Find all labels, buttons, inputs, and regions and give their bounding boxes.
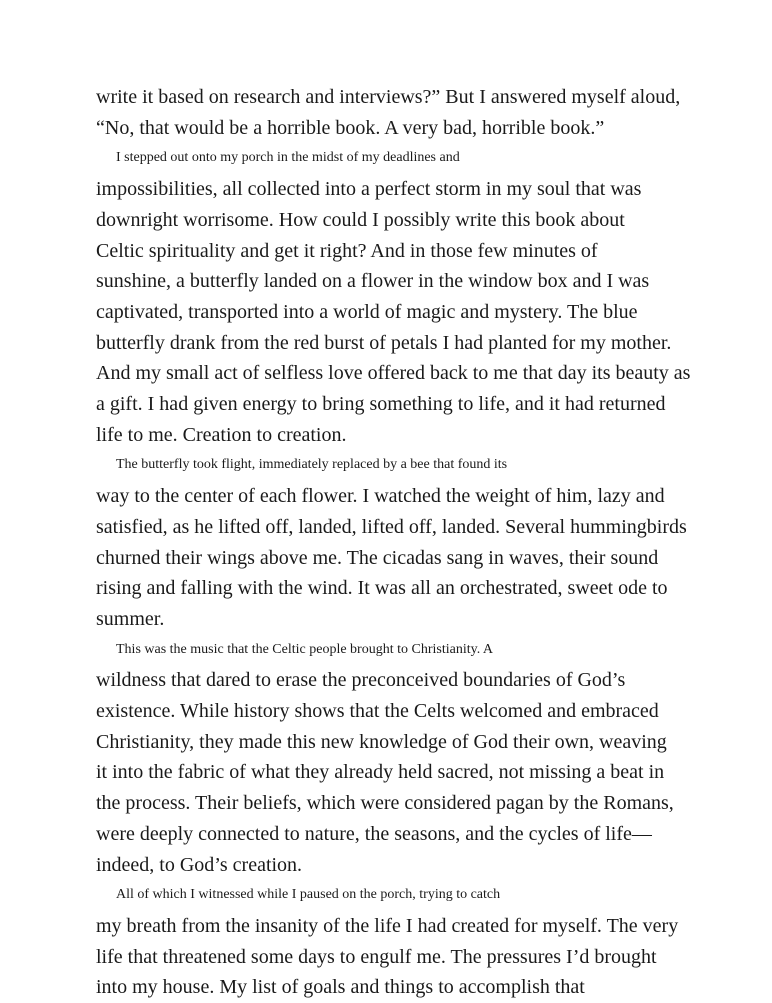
text-line: my breath from the insanity of the life I had created for myself. The very <box>96 914 679 937</box>
text-line: rising and falling with the wind. It was all an orchestrated, sweet ode to <box>96 577 668 600</box>
text-line: way to the center of each flower. I watched the weight of him, lazy and <box>96 485 665 508</box>
paragraph-first-line: I stepped out onto my porch in the midst of my deadlines and <box>116 150 460 166</box>
text-line: wildness that dared to erase the preconceived boundaries of God’s <box>96 669 626 692</box>
text-line: the process. Their beliefs, which were considered pagan by the Romans, <box>96 792 674 815</box>
text-line: a gift. I had given energy to bring something to life, and it had returned <box>96 393 666 416</box>
paragraph-first-line: This was the music that the Celtic people brought to Christianity. A <box>116 641 494 657</box>
text-line: satisfied, as he lifted off, landed, lifted off, landed. Several hummingbirds <box>96 515 687 538</box>
text-line: sunshine, a butterfly landed on a flower in the window box and I was <box>96 270 650 293</box>
text-line: Celtic spirituality and get it right? And in those few minutes of <box>96 239 598 262</box>
text-line: impossibilities, all collected into a perfect storm in my soul that was <box>96 178 642 201</box>
text-line: captivated, transported into a world of magic and mystery. The blue <box>96 300 638 323</box>
text-line: churned their wings above me. The cicadas sang in waves, their sound <box>96 546 659 569</box>
text-line: summer. <box>96 607 165 630</box>
page-body <box>96 82 700 1003</box>
paragraph-first-line: The butterfly took flight, immediately replaced by a bee that found its <box>116 457 508 473</box>
text-line: write it based on research and interviews?” But I answered myself aloud, <box>96 86 681 108</box>
text-line: it into the fabric of what they already held sacred, not missing a beat in <box>96 761 665 784</box>
text-line: butterfly drank from the red burst of petals I had planted for my mother. <box>96 331 672 354</box>
text-line: were deeply connected to nature, the seasons, and the cycles of life— <box>96 822 652 845</box>
text-line: into my house. My list of goals and things to accomplish that <box>96 976 585 999</box>
text-line: downright worrisome. How could I possibly write this book about <box>96 208 625 231</box>
text-line: indeed, to God’s creation. <box>96 853 303 876</box>
text-line: “No, that would be a horrible book. A very bad, horrible book.” <box>96 116 605 139</box>
text-line: life to me. Creation to creation. <box>96 423 347 446</box>
text-line: Christianity, they made this new knowledge of God their own, weaving <box>96 730 667 753</box>
paragraph-first-line: All of which I witnessed while I paused on the porch, trying to catch <box>116 887 501 903</box>
text-line: existence. While history shows that the Celts welcomed and embraced <box>96 700 659 723</box>
text-line: And my small act of selfless love offered back to me that day its beauty as <box>96 362 691 385</box>
text-line: life that threatened some days to engulf me. The pressures I’d brought <box>96 945 657 968</box>
